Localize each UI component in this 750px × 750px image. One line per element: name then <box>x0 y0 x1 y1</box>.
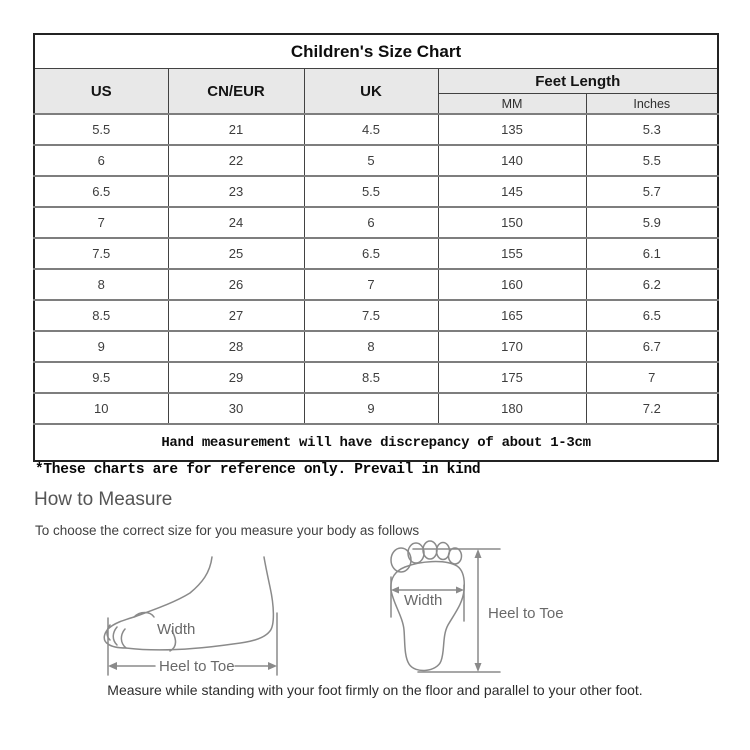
table-cell: 8 <box>34 269 168 300</box>
table-cell: 145 <box>438 176 586 207</box>
table-cell: 5.3 <box>586 114 718 145</box>
table-cell: 8.5 <box>34 300 168 331</box>
side-view-foot-diagram <box>98 545 284 677</box>
toe-2 <box>408 543 424 563</box>
table-row <box>34 300 718 331</box>
length-arrowhead-top <box>475 549 482 558</box>
table-cell: 29 <box>168 362 304 393</box>
table-cell: 5 <box>304 145 438 176</box>
table-cell: 25 <box>168 238 304 269</box>
table-cell: 7.5 <box>34 238 168 269</box>
table-cell: 165 <box>438 300 586 331</box>
table-cell: 7 <box>304 269 438 300</box>
table-cell: 6 <box>34 145 168 176</box>
table-footnote: Hand measurement will have discrepancy of about 1-3cm <box>34 424 718 461</box>
table-cell: 7.2 <box>586 393 718 424</box>
col-header-inches: Inches <box>586 94 718 115</box>
col-header-uk: UK <box>304 69 438 115</box>
table-cell: 140 <box>438 145 586 176</box>
table-cell: 160 <box>438 269 586 300</box>
table-cell: 6.7 <box>586 331 718 362</box>
table-cell: 5.5 <box>34 114 168 145</box>
table-cell: 7 <box>586 362 718 393</box>
table-cell: 6.2 <box>586 269 718 300</box>
table-cell: 27 <box>168 300 304 331</box>
width-label: Width <box>404 592 443 609</box>
table-cell: 150 <box>438 207 586 238</box>
table-cell: 6.5 <box>586 300 718 331</box>
col-header-mm: MM <box>438 94 586 115</box>
table-cell: 28 <box>168 331 304 362</box>
arrowhead-right <box>268 662 277 670</box>
table-row <box>34 362 718 393</box>
table-cell: 6.1 <box>586 238 718 269</box>
table-cell: 170 <box>438 331 586 362</box>
table-cell: 6 <box>304 207 438 238</box>
table-cell: 9 <box>304 393 438 424</box>
width-label: Width <box>157 621 196 638</box>
how-to-measure-heading: How to Measure <box>34 489 173 510</box>
table-header-row <box>34 69 718 94</box>
col-header-cn-eur: CN/EUR <box>168 69 304 115</box>
table-title: Children's Size Chart <box>34 34 718 69</box>
table-cell: 4.5 <box>304 114 438 145</box>
col-header-us: US <box>34 69 168 115</box>
heel-to-toe-label: Heel to Toe <box>159 658 235 675</box>
table-cell: 7.5 <box>304 300 438 331</box>
table-cell: 5.5 <box>304 176 438 207</box>
table-cell: 5.5 <box>586 145 718 176</box>
heel-to-toe-label: Heel to Toe <box>488 605 564 622</box>
table-cell: 5.7 <box>586 176 718 207</box>
table-row <box>34 331 718 362</box>
toe-3 <box>423 541 437 559</box>
table-cell: 180 <box>438 393 586 424</box>
width-arrowhead-right <box>456 587 464 594</box>
top-view-foot-diagram <box>385 533 600 685</box>
length-arrowhead-bottom <box>475 663 482 672</box>
measurement-caption: Measure while standing with your foot firmly on the floor and parallel to your other foot. <box>107 682 643 698</box>
table-cell: 155 <box>438 238 586 269</box>
size-chart-table <box>33 33 719 462</box>
table-cell: 23 <box>168 176 304 207</box>
table-cell: 26 <box>168 269 304 300</box>
table-cell: 9 <box>34 331 168 362</box>
toe-5 <box>449 548 462 564</box>
sole-outline <box>391 562 464 671</box>
table-row <box>34 393 718 424</box>
table-row <box>34 207 718 238</box>
table-title-row <box>34 34 718 69</box>
table-cell: 6.5 <box>34 176 168 207</box>
reference-note: *These charts are for reference only. Prevail in kind <box>35 462 481 478</box>
table-cell: 8 <box>304 331 438 362</box>
table-cell: 30 <box>168 393 304 424</box>
table-cell: 7 <box>34 207 168 238</box>
table-row <box>34 238 718 269</box>
table-footnote-row <box>34 424 718 461</box>
col-header-feet-length: Feet Length <box>438 69 718 94</box>
table-row <box>34 176 718 207</box>
arrowhead-left <box>108 662 117 670</box>
table-cell: 24 <box>168 207 304 238</box>
table-cell: 5.9 <box>586 207 718 238</box>
table-cell: 6.5 <box>304 238 438 269</box>
size-table-body <box>34 114 718 424</box>
table-row <box>34 269 718 300</box>
table-cell: 9.5 <box>34 362 168 393</box>
table-cell: 175 <box>438 362 586 393</box>
table-cell: 21 <box>168 114 304 145</box>
table-row <box>34 145 718 176</box>
table-cell: 10 <box>34 393 168 424</box>
how-to-measure-subtitle: To choose the correct size for you measure your body as follows <box>35 523 420 538</box>
table-cell: 22 <box>168 145 304 176</box>
table-cell: 8.5 <box>304 362 438 393</box>
toe-4 <box>437 543 450 560</box>
table-cell: 135 <box>438 114 586 145</box>
table-row <box>34 114 718 145</box>
